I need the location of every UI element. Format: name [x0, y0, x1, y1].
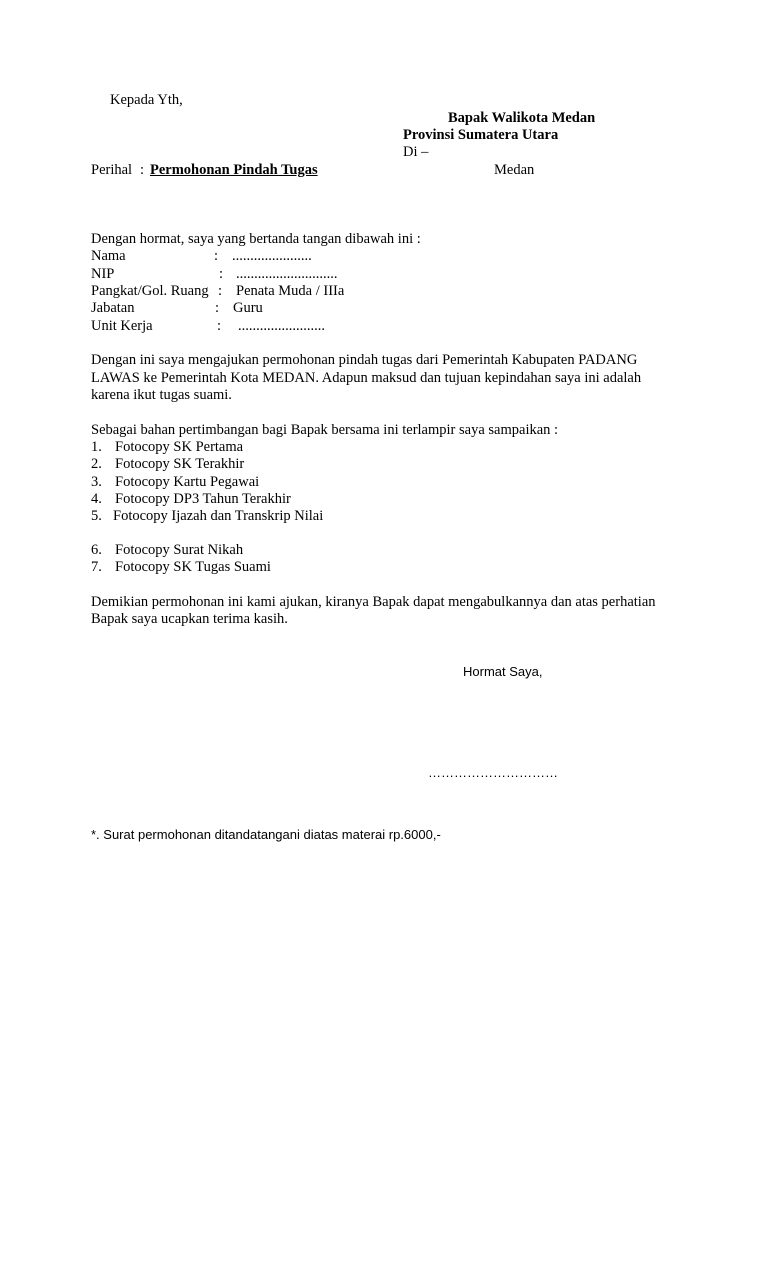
recipient-city: Medan — [494, 162, 535, 178]
subject-value: Permohonan Pindah Tugas — [150, 162, 318, 178]
recipient-title: Bapak Walikota Medan — [448, 110, 596, 126]
attachments-intro: Sebagai bahan pertimbangan bagi Bapak bersama ini terlampir saya sampaikan : — [91, 422, 559, 438]
list-item: 2. Fotocopy SK Terakhir — [91, 456, 245, 472]
list-item: 5. Fotocopy Ijazah dan Transkrip Nilai — [91, 508, 324, 524]
field-colon: : — [218, 283, 223, 299]
field-label-jabatan: Jabatan — [91, 300, 135, 316]
body-paragraph-line: Dengan ini saya mengajukan permohonan pindah tugas dari Pemerintah Kabupaten PADANG — [91, 352, 638, 368]
field-value-unit-kerja: ........................ — [238, 318, 325, 334]
field-colon: : — [215, 300, 220, 316]
list-item: 7. Fotocopy SK Tugas Suami — [91, 559, 271, 575]
list-item: 4. Fotocopy DP3 Tahun Terakhir — [91, 491, 291, 507]
field-colon: : — [219, 266, 224, 282]
body-paragraph-line: LAWAS ke Pemerintah Kota MEDAN. Adapun maksud dan tujuan kepindahan saya ini adalah — [91, 370, 642, 386]
list-item: 3. Fotocopy Kartu Pegawai — [91, 474, 260, 490]
field-value-jabatan: Guru — [233, 300, 263, 316]
field-value-pangkat: Penata Muda / IIIa — [236, 283, 345, 299]
list-item: 1. Fotocopy SK Pertama — [91, 439, 244, 455]
list-item: 6. Fotocopy Surat Nikah — [91, 542, 244, 558]
field-label-nama: Nama — [91, 248, 126, 264]
salutation: Kepada Yth, — [110, 92, 183, 108]
intro-text: Dengan hormat, saya yang bertanda tangan dibawah ini : — [91, 231, 421, 247]
recipient-di: Di – — [403, 144, 429, 160]
subject-colon: : — [140, 162, 145, 178]
field-colon: : — [217, 318, 222, 334]
closing-line: Bapak saya ucapkan terima kasih. — [91, 611, 288, 627]
field-label-unit-kerja: Unit Kerja — [91, 318, 153, 334]
subject-label: Perihal — [91, 162, 133, 178]
field-colon: : — [214, 248, 219, 264]
recipient-province: Provinsi Sumatera Utara — [403, 127, 559, 143]
field-value-nip: ............................ — [236, 266, 338, 282]
body-paragraph-line: karena ikut tugas suami. — [91, 387, 232, 403]
footnote: *. Surat permohonan ditandatangani diatas materai rp.6000,- — [91, 827, 441, 842]
signature-greeting: Hormat Saya, — [463, 664, 543, 679]
field-label-pangkat: Pangkat/Gol. Ruang — [91, 283, 209, 299]
field-label-nip: NIP — [91, 266, 115, 282]
field-value-nama: ...................... — [232, 248, 312, 264]
signature-line: ………………………… — [428, 765, 558, 780]
closing-line: Demikian permohonan ini kami ajukan, kiranya Bapak dapat mengabulkannya dan atas perhatian — [91, 594, 656, 610]
